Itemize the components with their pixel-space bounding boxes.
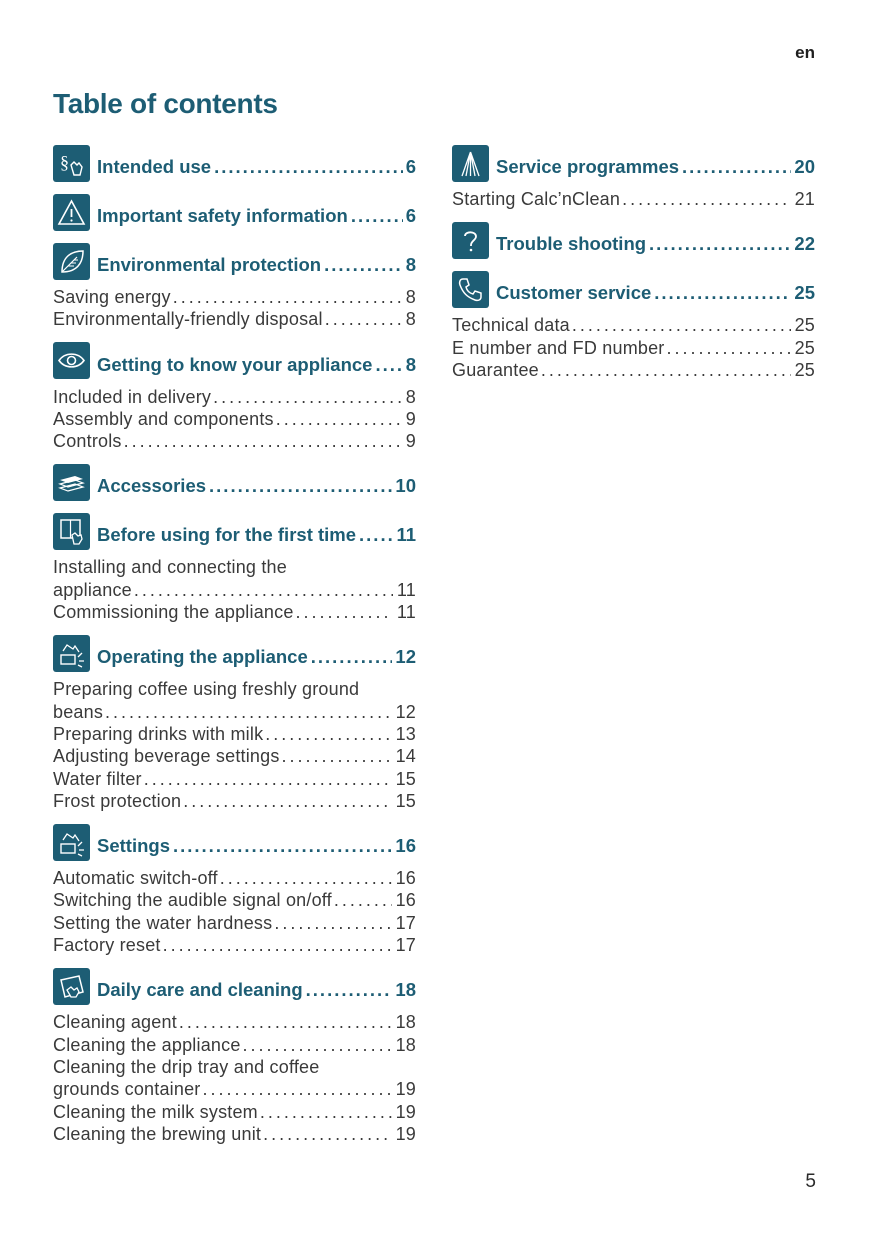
- entry-page-number: 25: [794, 359, 815, 380]
- section-title-text: Service programmes: [496, 156, 680, 177]
- entry-text: Commissioning the appliance: [53, 602, 294, 623]
- toc-entry[interactable]: [53, 768, 416, 790]
- toc-section: [53, 342, 416, 453]
- section-title[interactable]: [496, 233, 815, 255]
- section-title[interactable]: [97, 835, 416, 857]
- entry-page-number: 17: [395, 935, 416, 956]
- section-title-text: Settings: [97, 835, 170, 857]
- entry-text: Factory reset: [53, 935, 161, 956]
- section-heading[interactable]: [53, 463, 416, 501]
- page-number: 5: [805, 1171, 816, 1192]
- page-title: Table of contents: [53, 88, 278, 119]
- entry-text: Technical data: [452, 315, 570, 336]
- entry-page-number: 21: [794, 189, 815, 209]
- dot-leader: [220, 867, 392, 889]
- dot-leader: [144, 768, 392, 790]
- dot-leader: [649, 233, 791, 255]
- section-heading[interactable]: [452, 270, 815, 308]
- entry-page-number: 19: [395, 1123, 416, 1144]
- entry-list: [53, 867, 416, 956]
- section-heading[interactable]: [452, 221, 815, 259]
- toc-entry[interactable]: [452, 359, 815, 381]
- entry-page-number: 18: [395, 1012, 416, 1033]
- toc-entry[interactable]: [53, 1078, 416, 1100]
- entry-text: Starting Calc’nClean: [452, 189, 621, 209]
- entry-text: Cleaning the milk system: [53, 1101, 258, 1122]
- entry-page-number: 25: [794, 337, 815, 358]
- hand-operate-icon: [53, 635, 90, 672]
- dot-leader: [163, 934, 392, 956]
- entry-page-number: 9: [405, 408, 416, 429]
- svg-text:§: §: [60, 151, 69, 172]
- dot-leader: [276, 408, 402, 430]
- dot-leader: [654, 282, 791, 304]
- entry-list: [53, 678, 416, 812]
- book-hand-icon: [53, 513, 90, 550]
- dot-leader: [173, 286, 402, 308]
- eye-icon: [53, 342, 90, 379]
- dot-leader: [667, 337, 791, 359]
- entry-list: [53, 1011, 416, 1145]
- entry-text: Controls: [53, 431, 122, 452]
- toc-column-left: [53, 144, 416, 1156]
- dot-leader: [541, 359, 791, 381]
- section-page-number: 16: [395, 835, 416, 857]
- section-page-number: 18: [395, 979, 416, 1001]
- toc-column-right: [452, 144, 815, 392]
- entry-text: Cleaning the appliance: [53, 1034, 241, 1055]
- section-title[interactable]: [97, 156, 416, 178]
- dot-leader: [274, 912, 391, 934]
- toc-entry[interactable]: [53, 889, 416, 911]
- entry-text: Guarantee: [452, 359, 539, 380]
- section-heading[interactable]: [53, 967, 416, 1005]
- section-title-text: Operating the appliance: [97, 646, 308, 668]
- toc-entry[interactable]: [53, 912, 416, 934]
- dot-leader: [213, 386, 402, 408]
- dot-leader: [325, 308, 402, 330]
- section-heading[interactable]: [53, 242, 416, 280]
- entry-page-number: 9: [405, 431, 416, 452]
- dot-leader: [296, 601, 393, 623]
- section-heading[interactable]: [53, 823, 416, 861]
- toc-entry[interactable]: [53, 790, 416, 812]
- phone-icon: [452, 271, 489, 308]
- section-heading[interactable]: [53, 342, 416, 380]
- dot-leader: [282, 745, 392, 767]
- warning-triangle-icon: [53, 194, 90, 231]
- dot-leader: [334, 889, 392, 911]
- section-title[interactable]: [97, 354, 416, 376]
- entry-list: [53, 286, 416, 331]
- entry-text: E number and FD number: [452, 337, 665, 358]
- entry-text: Switching the audible signal on/off: [53, 890, 332, 911]
- dot-leader: [179, 1011, 392, 1033]
- dot-leader: [209, 475, 392, 497]
- section-page-number: 8: [405, 353, 416, 375]
- section-heading[interactable]: [53, 193, 416, 231]
- toc-section: [53, 144, 416, 182]
- section-title-text: Accessories: [97, 475, 207, 497]
- toc-entry[interactable]: [53, 745, 416, 767]
- toc-entry[interactable]: [53, 430, 416, 452]
- toc-section: [53, 634, 416, 812]
- section-page-number: 10: [395, 475, 416, 497]
- entry-page-number: 13: [395, 723, 416, 744]
- toc-section: [53, 967, 416, 1145]
- entry-text: Water filter: [53, 768, 142, 789]
- entry-page-number: 11: [396, 602, 416, 623]
- entry-text: Frost protection: [53, 790, 182, 811]
- dot-leader: [311, 646, 393, 668]
- toc-entry[interactable]: [53, 579, 416, 601]
- toc-entry[interactable]: [452, 188, 815, 210]
- section-title-text: Trouble shooting: [496, 233, 647, 255]
- section-title-text: Environmental protection: [97, 254, 322, 275]
- dot-leader: [260, 1101, 392, 1123]
- section-heading[interactable]: [53, 512, 416, 550]
- entry-page-number: 19: [395, 1101, 416, 1122]
- language-label: en: [795, 43, 815, 62]
- section-page-number: 11: [396, 524, 416, 546]
- section-heading[interactable]: [452, 144, 815, 182]
- dot-leader: [359, 524, 393, 546]
- entry-page-number: 8: [405, 287, 416, 307]
- toc-section: [53, 463, 416, 501]
- toc-entry[interactable]: [53, 1011, 416, 1033]
- section-title-text: Customer service: [496, 282, 652, 304]
- dot-leader: [351, 205, 403, 227]
- toc-section: [452, 270, 815, 381]
- entry-text: Cleaning agent: [53, 1012, 177, 1033]
- cleaning-cloth-icon: [53, 968, 90, 1005]
- toc-section: [452, 144, 815, 210]
- entry-list: [452, 314, 815, 381]
- entry-text: Setting the water hardness: [53, 912, 273, 933]
- entry-page-number: 14: [395, 746, 416, 767]
- toc-entry[interactable]: [53, 723, 416, 745]
- dot-leader: [682, 156, 791, 178]
- section-page-number: 25: [794, 282, 815, 304]
- section-page-number: 22: [794, 233, 815, 255]
- entry-text: Preparing drinks with milk: [53, 723, 264, 744]
- dot-leader: [105, 701, 392, 723]
- entry-list: [53, 386, 416, 453]
- toc-entry[interactable]: [53, 701, 416, 723]
- dot-leader: [243, 1034, 392, 1056]
- toc-section: [452, 221, 815, 259]
- entry-page-number: 11: [396, 579, 416, 600]
- toc-entry[interactable]: [452, 337, 815, 359]
- entry-page-number: 15: [395, 768, 416, 789]
- dot-leader: [306, 979, 393, 1001]
- section-page-number: 8: [405, 254, 416, 275]
- section-title[interactable]: [496, 282, 815, 304]
- section-title-text: Important safety information: [97, 205, 348, 226]
- section-title[interactable]: [97, 475, 416, 497]
- entry-text: Adjusting beverage settings: [53, 746, 280, 767]
- section-title[interactable]: [97, 979, 416, 1001]
- entry-text: grounds container: [53, 1079, 201, 1100]
- entry-text: beans: [53, 701, 104, 722]
- section-title-text: Getting to know your appliance: [97, 353, 373, 375]
- section-heading[interactable]: [53, 144, 416, 182]
- stack-icon: [53, 464, 90, 501]
- section-title[interactable]: [97, 254, 416, 276]
- section-title[interactable]: [97, 646, 416, 668]
- dot-leader: [214, 156, 403, 178]
- hand-settings-icon: [53, 824, 90, 861]
- entry-page-number: 18: [395, 1034, 416, 1055]
- section-title[interactable]: [97, 524, 416, 546]
- entry-text: appliance: [53, 579, 132, 600]
- section-title[interactable]: [97, 205, 416, 227]
- dot-leader: [124, 430, 402, 452]
- dot-leader: [203, 1078, 392, 1100]
- toc-entry[interactable]: [53, 867, 416, 889]
- section-page-number: 20: [794, 156, 815, 177]
- entry-page-number: 16: [395, 868, 416, 889]
- dot-leader: [622, 188, 790, 210]
- section-title[interactable]: [496, 156, 815, 178]
- section-page-number: 12: [395, 646, 416, 668]
- dot-leader: [324, 254, 403, 276]
- entry-text: Saving energy: [53, 287, 171, 307]
- entry-text: Included in delivery: [53, 386, 212, 407]
- entry-list: [452, 188, 815, 210]
- toc-entry[interactable]: [53, 1034, 416, 1056]
- entry-list: [53, 556, 416, 623]
- paragraph-hand-icon: [53, 145, 90, 182]
- toc-entry[interactable]: [53, 601, 416, 623]
- entry-page-number: 15: [395, 790, 416, 811]
- section-page-number: 6: [405, 156, 416, 177]
- entry-page-number: 16: [395, 890, 416, 911]
- entry-page-number: 8: [405, 386, 416, 407]
- entry-page-number: 17: [395, 912, 416, 933]
- toc-entry[interactable]: [53, 386, 416, 408]
- leaf-icon: [53, 243, 90, 280]
- section-page-number: 6: [405, 205, 416, 226]
- entry-page-number: 25: [794, 315, 815, 336]
- toc-entry[interactable]: [53, 408, 416, 430]
- toc-entry[interactable]: [53, 1101, 416, 1123]
- dot-leader: [572, 314, 791, 336]
- toc-entry[interactable]: [53, 308, 416, 330]
- toc-section: [53, 512, 416, 623]
- toc-section: [53, 242, 416, 331]
- entry-page-number: 19: [395, 1079, 416, 1100]
- toc-entry[interactable]: [53, 286, 416, 308]
- dot-leader: [375, 354, 402, 376]
- section-title-text: Daily care and cleaning: [97, 979, 303, 1001]
- entry-text-line1: Preparing coffee using freshly ground: [53, 679, 360, 700]
- toc-entry[interactable]: [53, 934, 416, 956]
- entry-text-line1: Cleaning the drip tray and coffee: [53, 1056, 320, 1077]
- entry-text: Environmentally-friendly disposal: [53, 309, 323, 330]
- dot-leader: [183, 790, 391, 812]
- entry-text-line1: Installing and connecting the: [53, 557, 287, 578]
- entry-page-number: 12: [395, 701, 416, 722]
- service-lines-icon: [452, 145, 489, 182]
- toc-entry[interactable]: [53, 1123, 416, 1145]
- entry-text: Assembly and components: [53, 408, 274, 429]
- section-title-text: Intended use: [97, 156, 212, 177]
- dot-leader: [134, 579, 393, 601]
- question-mark-icon: [452, 222, 489, 259]
- entry-page-number: 8: [405, 309, 416, 330]
- section-heading[interactable]: [53, 634, 416, 672]
- entry-text: Automatic switch-off: [53, 868, 218, 889]
- entry-text: Cleaning the brewing unit: [53, 1123, 262, 1144]
- toc-section: [53, 193, 416, 231]
- toc-entry[interactable]: [452, 314, 815, 336]
- section-title-text: Before using for the first time: [97, 524, 357, 546]
- dot-leader: [265, 723, 391, 745]
- toc-section: [53, 823, 416, 956]
- dot-leader: [263, 1123, 391, 1145]
- dot-leader: [173, 835, 392, 857]
